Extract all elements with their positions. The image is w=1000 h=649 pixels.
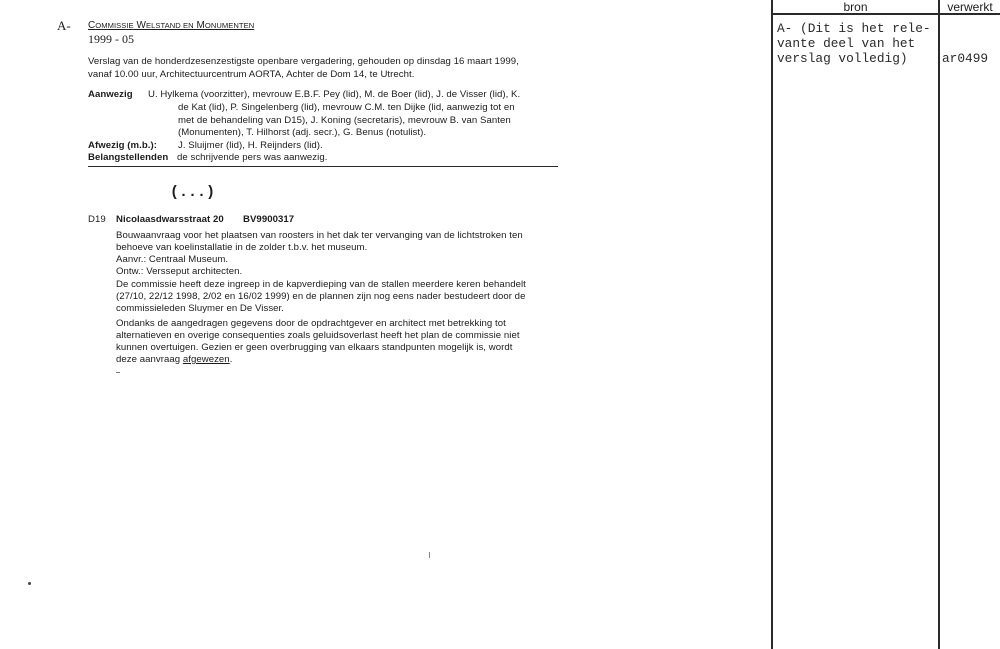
meeting-number: 1999 - 05 [88, 32, 134, 46]
bron-line: A- (Dit is het rele- [777, 21, 931, 36]
table-column-divider [938, 0, 940, 649]
present-line: (Monumenten), T. Hilhorst (adj. secr.), G. Benus (notulist). [178, 127, 427, 138]
margin-mark: A- [57, 18, 71, 33]
interested-label: Belangstellenden [88, 152, 169, 163]
item-line: Ontw.: Versseput architecten. [116, 266, 243, 277]
present-line: U. Hylkema (voorzitter), mevrouw E.B.F. Pey (lid), M. de Boer (lid), J. de Visser (lid), K. [148, 89, 521, 100]
item-line: Bouwaanvraag voor het plaatsen van roosters in het dak ter vervanging van de lichtstroken ten [116, 230, 523, 241]
item-line: kunnen overtuigen. Gezien er geen overbrugging van elkaars standpunten mogelijk is, wordt [116, 342, 513, 353]
column-header-bron: bron [843, 0, 868, 14]
omission-ellipsis: (...) [170, 184, 216, 201]
decision-word: afgewezen [182, 354, 230, 365]
scan-speck [429, 552, 430, 558]
present-line: de Kat (lid), P. Singelenberg (lid), mevrouw C.M. ten Dijke (lid, aanwezig tot en [178, 102, 515, 113]
interested-text: de schrijvende pers was aanwezig. [177, 152, 328, 163]
verwerkt-value: ar0499 [942, 51, 989, 66]
committee-name: COMMISSIE WELSTAND EN MONUMENTEN [88, 20, 255, 31]
present-line: met de behandeling van D15), J. Koning (secretaris), mevrouw B. van Santen [178, 115, 511, 126]
item-line: alternatieven en overige consequenties zoals geluidsoverlast heeft het plan de commissie niet [116, 330, 520, 341]
item-address: Nicolaasdwarsstraat 20 [116, 214, 224, 225]
present-label: Aanwezig [88, 89, 133, 100]
item-line: behoeve van koelinstallatie in de zolder t.b.v. het museum. [116, 242, 368, 253]
item-code: D19 [88, 214, 106, 225]
item-line: Ondanks de aangedragen gegevens door de opdrachtgever en architect met betrekking tot [116, 318, 506, 329]
item-line: commissieleden Sluymer en De Visser. [116, 303, 284, 314]
scan-speck [116, 372, 120, 373]
absent-label: Afwezig (m.b.): [88, 140, 157, 151]
item-bv-number: BV9900317 [243, 214, 295, 225]
scan-speck [28, 582, 31, 585]
intro-line: Verslag van de honderdzesenzestigste openbare vergadering, gehouden op dinsdag 16 maart 1999, [88, 56, 519, 67]
bron-line: vante deel van het [777, 36, 916, 51]
item-decision-line: deze aanvraag afgewezen. [116, 354, 233, 365]
absent-text: J. Sluijmer (lid), H. Reijnders (lid). [178, 140, 323, 151]
intro-line: vanaf 10.00 uur, Architectuurcentrum AORTA, Achter de Dom 14, te Utrecht. [88, 69, 415, 80]
bron-line: verslag volledig) [777, 51, 908, 66]
column-header-verwerkt: verwerkt [947, 0, 993, 14]
item-line: (27/10, 22/12 1998, 2/02 en 16/02 1999) en de plannen zijn nog eens nader bestudeert door de [116, 291, 526, 302]
item-line: Aanvr.: Centraal Museum. [116, 254, 229, 265]
item-line: De commissie heeft deze ingreep in de kapverdieping van de stallen meerdere keren behandelt [116, 279, 526, 290]
table-left-border [771, 0, 773, 649]
section-divider [88, 166, 558, 167]
